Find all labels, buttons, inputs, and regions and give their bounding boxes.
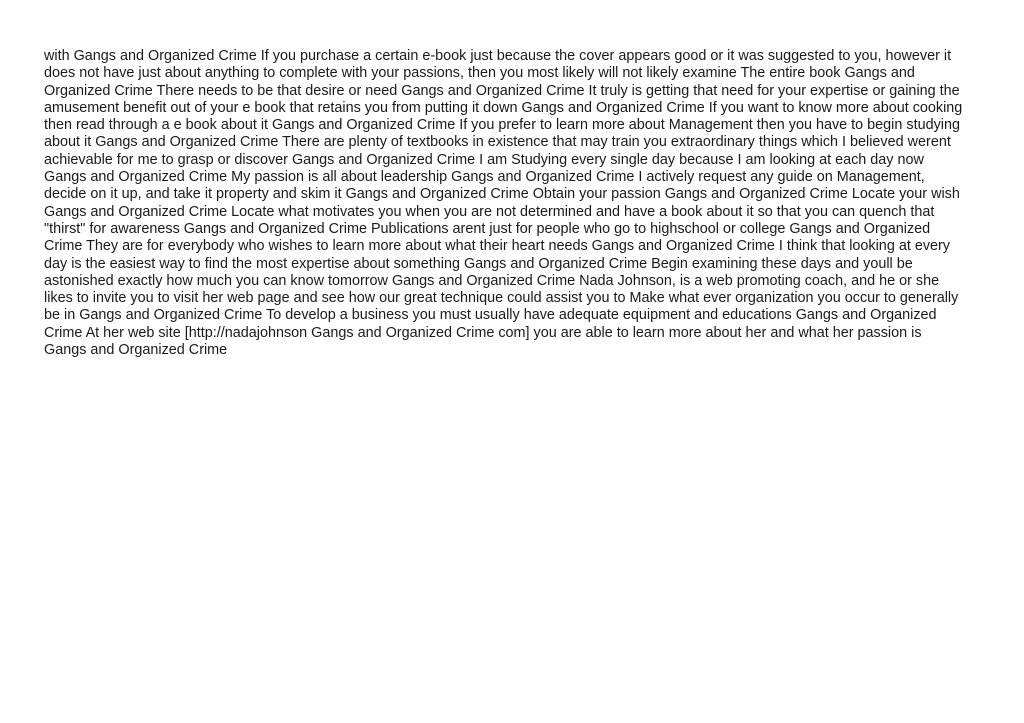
text-line: likes to invite you to visit her web page and see how our great technique could assist you to Make what ever organization you occur to generally: [44, 290, 959, 307]
text-line: day is the easiest way to find the most expertise about something Gangs and Organized Crime Begin examining these days and youll be: [44, 255, 913, 272]
text-line: astonished exactly how much you can know tomorrow Gangs and Organized Crime Nada Johnson, is a web promoting coach, and he or she: [44, 272, 940, 289]
text-line: be in Gangs and Organized Crime To develop a business you must usually have adequate equipment and educations Gangs and Organized: [44, 307, 937, 324]
text-line: decide on it up, and take it property and skim it Gangs and Organized Crime Obtain your passion Gangs and Organized Crime Locate your wish: [44, 186, 960, 203]
text-line: "thirst" for awareness Gangs and Organized Crime Publications arent just for people who go to highschool or college Gangs and Organized: [44, 220, 931, 237]
text-line: then read through a e book about it Gangs and Organized Crime If you prefer to learn more about Management then you have to begin studying: [44, 117, 960, 134]
text-line: about it Gangs and Organized Crime There are plenty of textbooks in existence that may train you extraordinary things which I believed werent: [44, 134, 951, 151]
text-line: with Gangs and Organized Crime If you purchase a certain e-book just because the cover appears good or it was suggested to you, however it: [44, 48, 952, 64]
text-line: amusement benefit out of your e book that retains you from putting it down Gangs and Organized Crime If you want to know more about cooking: [44, 99, 963, 116]
body-paragraph: [44, 48, 984, 359]
text-line: Crime At her web site [http://nadajohnson Gangs and Organized Crime com] you are able to learn more about her and what her passion is: [44, 324, 922, 341]
text-line: does not have just about anything to complete with your passions, then you most likely will not likely examine The entire book Gangs and: [44, 65, 915, 82]
text-line: Gangs and Organized Crime My passion is all about leadership Gangs and Organized Crime I actively request any guide on Management,: [44, 169, 925, 186]
text-line: Gangs and Organized Crime: [44, 342, 228, 359]
text-line: achievable for me to grasp or discover Gangs and Organized Crime I am Studying every single day because I am looking at each day now: [44, 151, 924, 168]
text-line: Gangs and Organized Crime Locate what motivates you when you are not determined and have a book about it so that you can quench that: [44, 203, 935, 220]
text-line: Organized Crime There needs to be that desire or need Gangs and Organized Crime It truly is getting that need for your expertise or gaining the: [44, 82, 960, 99]
text-line: Crime They are for everybody who wishes to learn more about what their heart needs Gangs and Organized Crime I think that looking at every: [44, 238, 951, 255]
